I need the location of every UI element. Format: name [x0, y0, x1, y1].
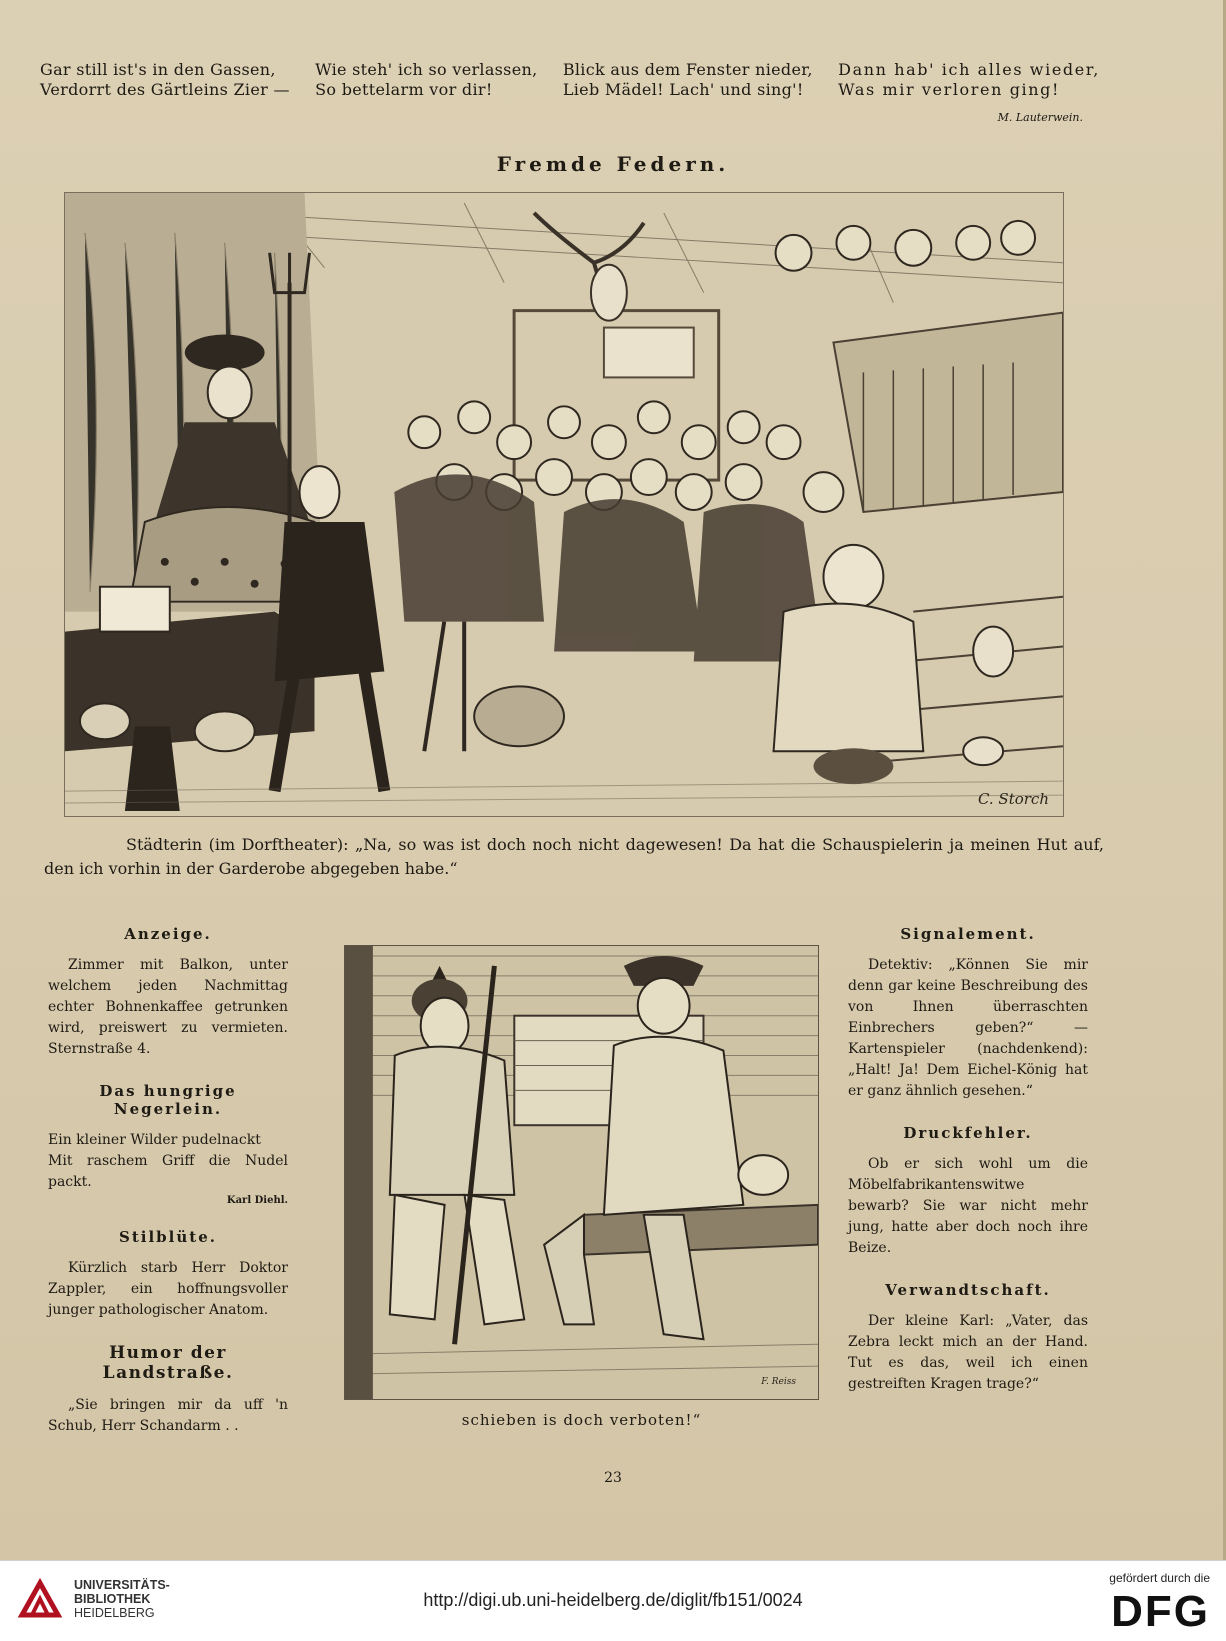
poem-line: Dann hab' ich alles wieder,	[838, 60, 1100, 79]
negerlein-author: Karl Diehl.	[226, 1195, 288, 1206]
library-name-line: UNIVERSITÄTS-	[74, 1578, 170, 1592]
poem-line: So bettelarm vor dir!	[315, 80, 493, 99]
poem-stanza-4	[838, 60, 1100, 102]
anzeige-title: Anzeige.	[124, 925, 212, 943]
poem-author: M. Lauterwein.	[997, 111, 1083, 124]
permalink-url[interactable]: http://digi.ub.uni-heidelberg.de/diglit/fb151/0024	[423, 1590, 803, 1610]
anzeige-text: Zimmer mit Balkon, unter welchem jeden Nachmittag echter Bohnenkaffee getrunken wird, preiswert zu vermieten. Sternstraße 4.	[48, 957, 288, 1057]
humor-article	[48, 1343, 288, 1437]
humor-title: Humor der Landstraße.	[102, 1343, 234, 1383]
druckfehler-title: Druckfehler.	[903, 1124, 1033, 1142]
library-name-line: HEIDELBERG	[74, 1606, 155, 1620]
poem-line: Lieb Mädel! Lach' und sing'!	[562, 80, 804, 99]
funded-by-label: gefördert durch die	[1109, 1571, 1210, 1585]
footer-bar	[0, 1560, 1226, 1641]
poem-line: Was mir verloren ging!	[838, 80, 1061, 99]
verwandtschaft-text: Der kleine Karl: „Vater, das Zebra leckt mich an der Hand. Tut es das, weil ich einen gestreiften Kragen trage?“	[848, 1313, 1088, 1392]
negerlein-line: Ein kleiner Wilder pudelnackt	[48, 1132, 261, 1148]
druckfehler-article	[848, 1124, 1088, 1259]
small-cartoon-caption: schieben is doch verboten!“	[461, 1411, 702, 1429]
negerlein-line: Mit raschem Griff die Nudel packt.	[48, 1153, 288, 1190]
poem-line: Verdorrt des Gärtleins Zier —	[40, 80, 290, 99]
anzeige-article	[48, 925, 288, 1060]
signalement-article	[848, 925, 1088, 1102]
poem	[40, 60, 1100, 102]
verwandtschaft-article	[848, 1281, 1088, 1395]
left-column	[48, 925, 288, 1459]
negerlein-article	[48, 1082, 288, 1206]
dfg-logo: DFG	[1111, 1587, 1210, 1636]
artist-signature: C. Storch	[977, 790, 1049, 808]
poem-line: Blick aus dem Fenster nieder,	[562, 60, 813, 79]
page-number: 23	[604, 1470, 622, 1486]
humor-text: „Sie bringen mir da uff 'n Schub, Herr Schandarm . .	[48, 1397, 288, 1434]
stilbluete-text: Kürzlich starb Herr Doktor Zappler, ein hoffnungsvoller junger pathologischer Anatom.	[48, 1260, 288, 1318]
poem-stanza-3	[563, 60, 813, 102]
library-name-line: BIBLIOTHEK	[74, 1592, 151, 1606]
cartoon-title: Fremde Federn.	[496, 152, 730, 176]
cartoon-caption: Städterin (im Dorftheater): „Na, so was ist doch noch nicht dagewesen! Da hat die Schauspielerin ja meinen Hut auf, den ich vorhin in der Garderobe abgegeben habe.“	[44, 835, 1104, 878]
stilbluete-title: Stilblüte.	[119, 1228, 217, 1246]
small-artist-signature: F. Reiss	[761, 1377, 796, 1387]
right-column	[848, 925, 1088, 1417]
poem-line: Wie steh' ich so verlassen,	[315, 60, 538, 79]
poem-stanza-2	[315, 60, 537, 102]
stilbluete-article	[48, 1228, 288, 1321]
theater-illustration-drawing	[65, 193, 1063, 816]
poem-stanza-1	[40, 60, 290, 102]
verwandtschaft-title: Verwandtschaft.	[885, 1281, 1051, 1299]
druckfehler-text: Ob er sich wohl um die Möbelfabrikantenswitwe bewarb? Sie war nicht mehr jung, hatte aber doch noch ihre Beize.	[848, 1156, 1088, 1256]
signalement-text: Detektiv: „Können Sie mir denn gar keine Beschreibung des von Ihnen überraschten Einbrechers geben?“ — Kartenspieler (nachdenkend): „Halt! Ja! Dem Eichel-König hat er ganz ähnlich gesehen.“	[848, 957, 1088, 1099]
theater-illustration	[64, 192, 1064, 817]
train-illustration-drawing	[345, 946, 818, 1399]
poem-line: Gar still ist's in den Gassen,	[40, 60, 276, 79]
train-compartment-illustration	[344, 945, 819, 1400]
negerlein-title: Das hungrige Negerlein.	[99, 1082, 237, 1118]
signalement-title: Signalement.	[900, 925, 1036, 943]
